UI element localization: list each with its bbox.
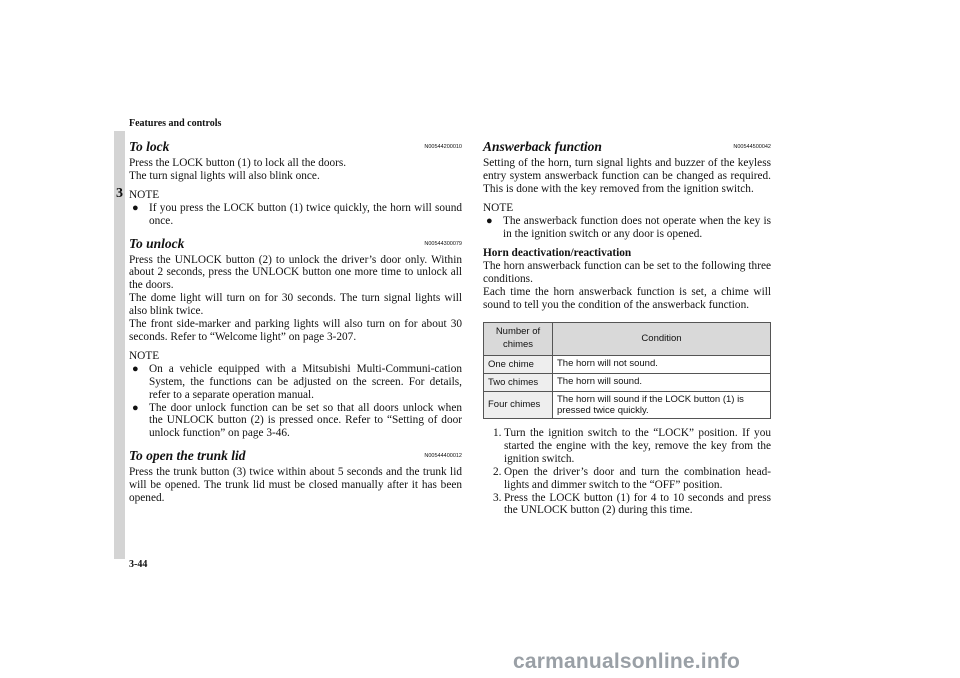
chimes-table — [483, 322, 771, 419]
table-cell: Two chimes — [484, 373, 553, 391]
to-unlock-body — [129, 254, 462, 344]
paragraph: Press the UNLOCK button (2) to unlock the driver’s door only. Within about 2 seconds, press the UNLOCK button one more time to unlock all the doors. — [129, 253, 462, 292]
note-item: ● On a vehicle equipped with a Mitsubishi Multi-Communi-cation System, the functions can be adjusted on the screen. For details, refer to a separate operation manual. — [132, 362, 462, 401]
paragraph: The dome light will turn on for 30 seconds. The turn signal lights will also blink twice. — [129, 292, 462, 318]
table-cell: The horn will sound if the LOCK button (1) is pressed twice quickly. — [553, 391, 771, 418]
note-item: ● The answerback function does not operate when the key is in the ignition switch or any door is opened. — [486, 214, 771, 240]
table-row — [484, 355, 771, 373]
section-code: N00544200010 — [424, 144, 462, 151]
paragraph: The front side-marker and parking lights will also turn on for about 30 seconds. Refer to “Welcome light” on page 3-207. — [129, 318, 462, 343]
horn-body — [483, 260, 771, 312]
running-header: Features and controls — [129, 118, 222, 129]
note-label: NOTE — [129, 349, 160, 362]
trunk-body: Press the trunk button (3) twice within about 5 seconds and the trunk lid will be opened. The trunk lid must be closed manually after it has been opened. — [129, 466, 462, 505]
chapter-number: 3 — [116, 186, 123, 201]
section-heading-answerback: Answerback function N00544500042 — [483, 139, 771, 154]
bullet-icon: ● — [132, 401, 139, 414]
bullet-icon: ● — [132, 201, 139, 214]
section-code: N00544300079 — [424, 240, 462, 247]
table-cell: Four chimes — [484, 391, 553, 418]
step-item: 3. Press the LOCK button (1) for 4 to 10 seconds and press the UNLOCK button (2) during this time. — [493, 491, 771, 517]
section-heading-trunk: To open the trunk lid N00544400012 — [129, 448, 462, 464]
right-column — [483, 138, 771, 517]
paragraph: The horn answerback function can be set to the following three conditions. — [483, 260, 771, 286]
section-code: N00544400012 — [424, 453, 462, 460]
table-row — [484, 373, 771, 391]
left-column — [129, 138, 462, 505]
answerback-body: Setting of the horn, turn signal lights and buzzer of the keyless entry system answerback function can be changed as required. This is done with the key removed from the ignition switch. — [483, 157, 771, 195]
bullet-icon: ● — [486, 214, 493, 227]
table-row — [484, 391, 771, 418]
note-item: ● The door unlock function can be set so that all doors unlock when the UNLOCK button (2) is pressed once. Refer to “Setting of door unlock function” on page 3-46. — [132, 401, 462, 440]
note-label: NOTE — [483, 201, 514, 214]
subheading-horn: Horn deactivation/reactivation — [483, 247, 632, 260]
table-cell: One chime — [484, 355, 553, 373]
page-number: 3-44 — [129, 559, 148, 570]
table-cell: The horn will not sound. — [553, 355, 771, 373]
note-label: NOTE — [129, 188, 160, 201]
bullet-icon: ● — [132, 362, 139, 375]
watermark: carmanualsonline.info — [513, 650, 741, 673]
section-code: N00544500042 — [733, 144, 771, 151]
paragraph: Each time the horn answerback function is set, a chime will sound to tell you the condition of the answerback function. — [483, 286, 771, 312]
paragraph: Press the LOCK button (1) to lock all the doors. — [129, 157, 347, 169]
table-cell: The horn will sound. — [553, 373, 771, 391]
section-heading-to-unlock: To unlock N00544300079 — [129, 235, 462, 251]
section-heading-to-lock: To lock N00544200010 — [129, 139, 462, 154]
table-header: Condition — [553, 322, 771, 355]
note-item: ● If you press the LOCK button (1) twice quickly, the horn will sound once. — [132, 201, 462, 227]
paragraph: The turn signal lights will also blink once. — [129, 169, 320, 182]
table-header: Number of chimes — [484, 322, 553, 355]
procedure-steps — [483, 427, 771, 517]
step-item: 2. Open the driver’s door and turn the combination head-lights and dimmer switch to the “OFF” position. — [493, 465, 771, 491]
step-item: 1. Turn the ignition switch to the “LOCK” position. If you started the engine with the key, remove the key from the ignition switch. — [493, 426, 771, 465]
to-lock-body — [129, 157, 462, 183]
